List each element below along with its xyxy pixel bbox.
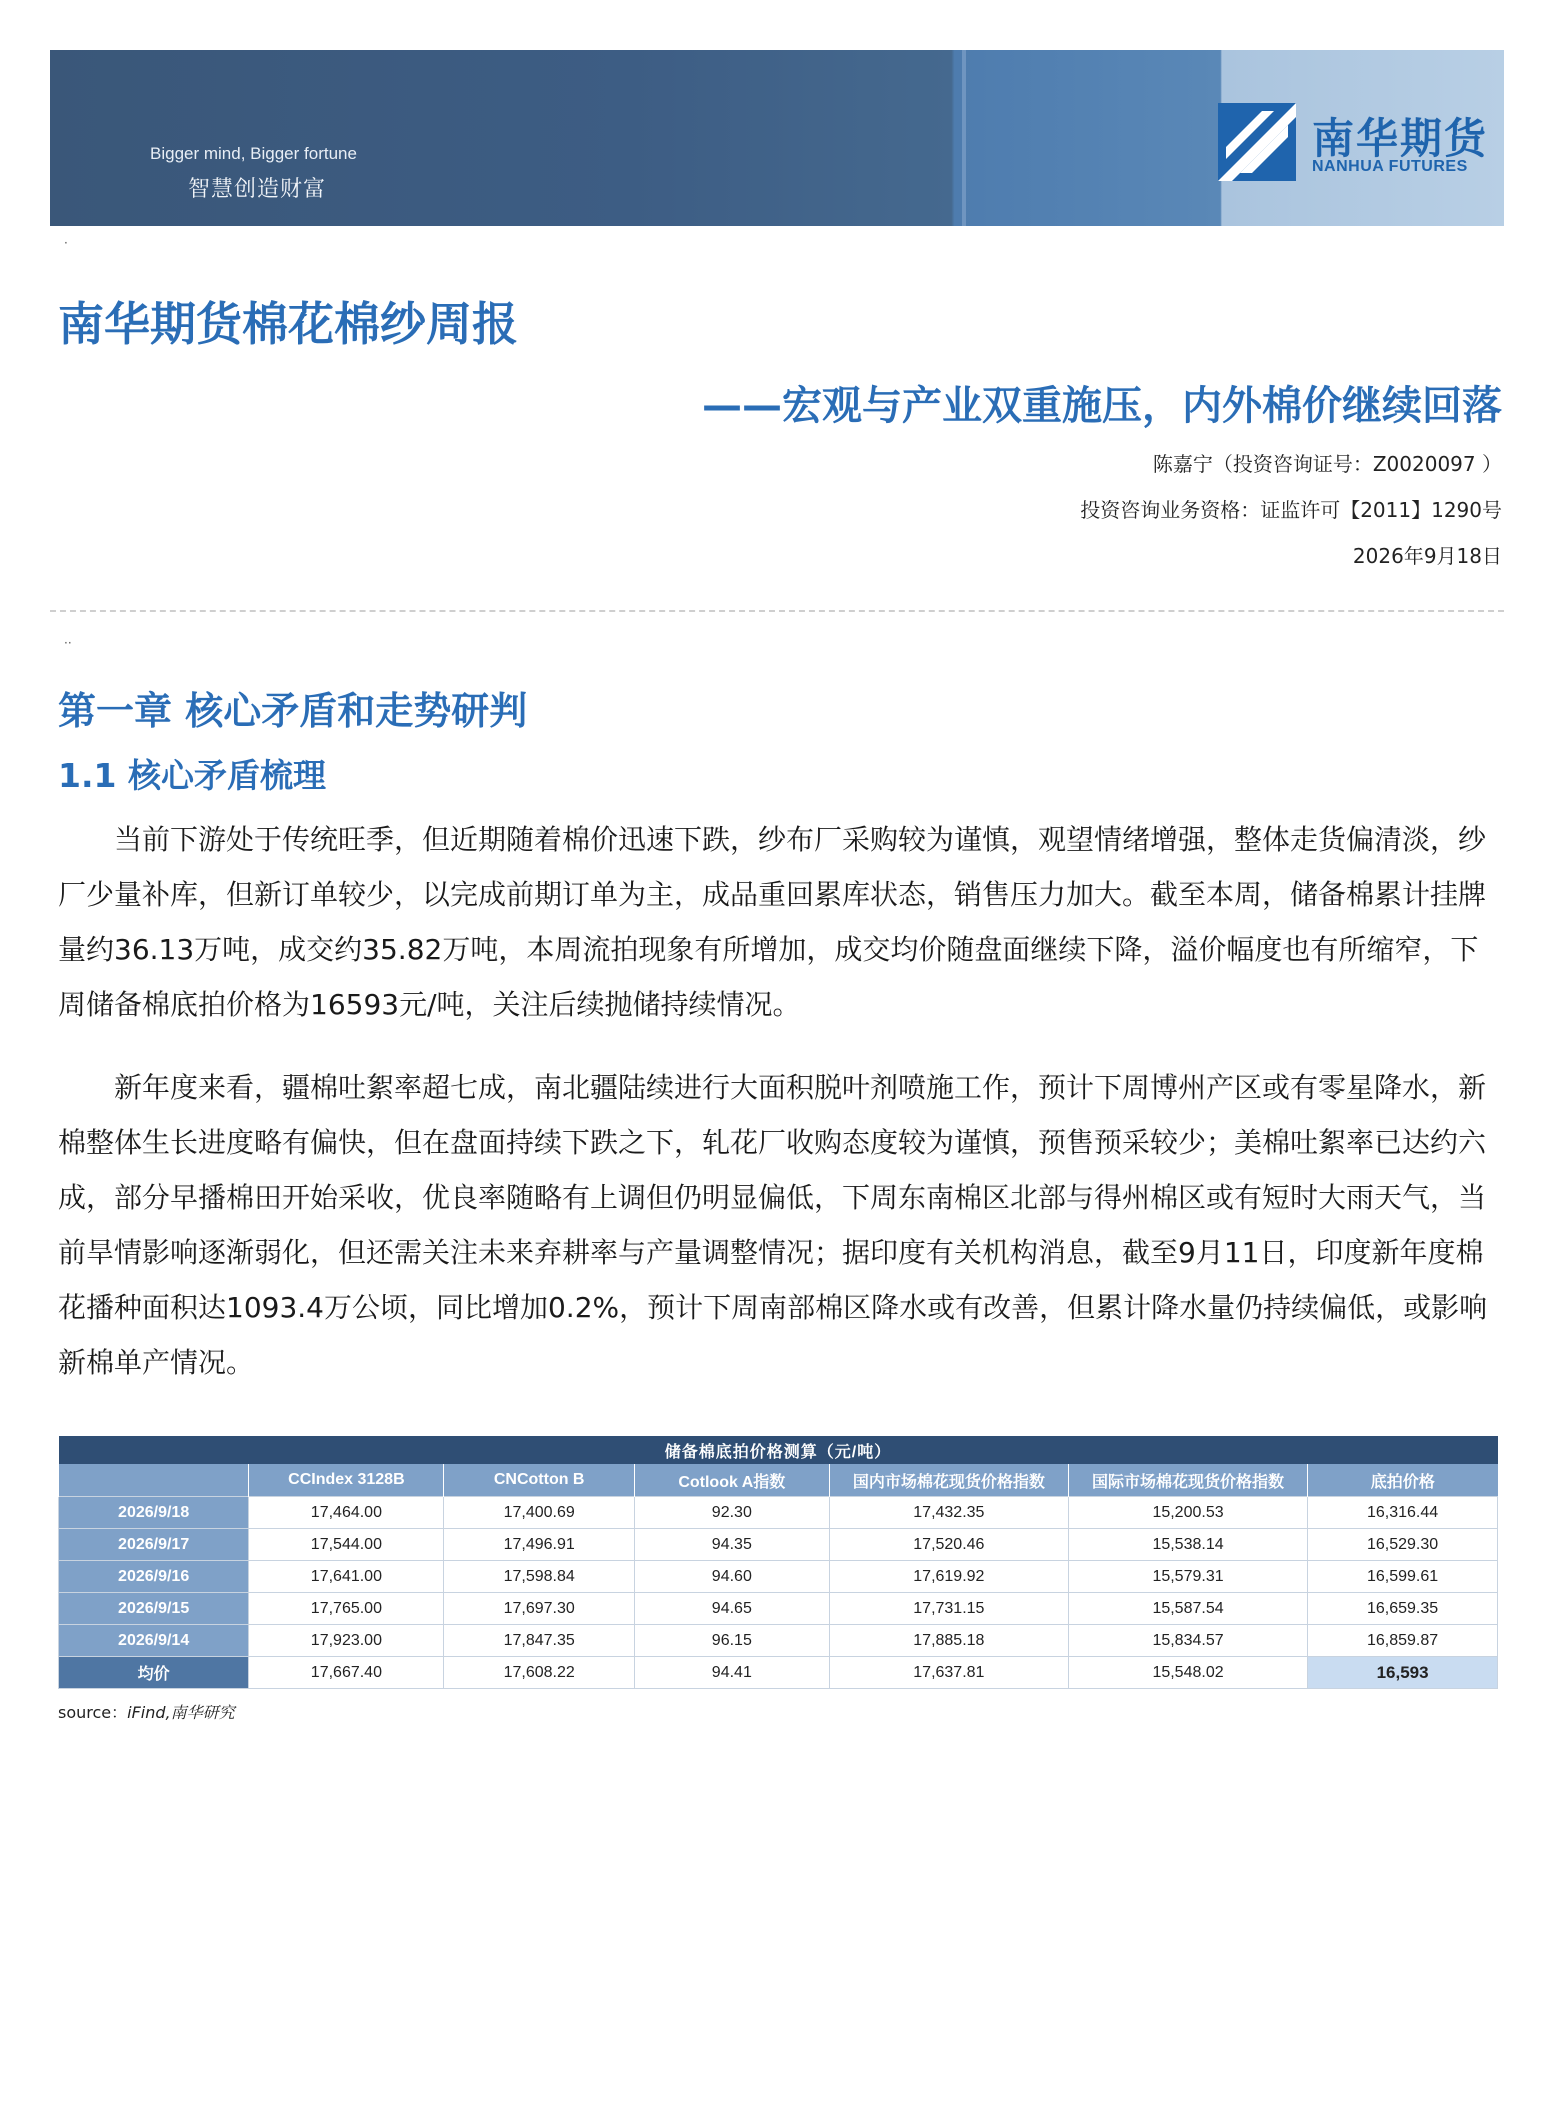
table-cell: 17,731.15 [829,1593,1068,1625]
table-cell: 17,885.18 [829,1625,1068,1657]
table-header-cell: CCIndex 3128B [249,1464,444,1497]
section-heading: 1.1 核心矛盾梳理 [58,756,326,795]
table-cell: 15,834.57 [1068,1625,1307,1657]
table-cell: 17,520.46 [829,1529,1068,1561]
date-cell: 2026/9/14 [59,1625,249,1657]
table-cell: 17,667.40 [249,1657,444,1689]
reserve-price-result-cell: 16,593 [1308,1657,1498,1689]
date-cell: 2026/9/16 [59,1561,249,1593]
table-cell: 16,659.35 [1308,1593,1498,1625]
marker-dot: · [64,236,68,250]
table-cell: 16,529.30 [1308,1529,1498,1561]
report-date: 2026年9月18日 [1352,544,1502,568]
table-row [59,1529,1498,1561]
table-cell: 17,598.84 [444,1561,634,1593]
table-cell: 16,599.61 [1308,1561,1498,1593]
table-cell: 17,641.00 [249,1561,444,1593]
table-cell: 15,587.54 [1068,1593,1307,1625]
brand-name-cn: 南华期货 [1312,114,1489,163]
table-cell: 17,847.35 [444,1625,634,1657]
table-cell: 94.35 [634,1529,829,1561]
author-line: 陈嘉宁（投资咨询证号：Z0020097 ） [1152,452,1502,476]
table-cell: 17,619.92 [829,1561,1068,1593]
report-subtitle: ——宏观与产业双重施压，内外棉价继续回落 [702,383,1502,429]
table-cell: 15,538.14 [1068,1529,1307,1561]
table-header-row [59,1464,1498,1497]
slogan-cn: 智慧创造财富 [188,177,327,202]
table-cell: 17,496.91 [444,1529,634,1561]
table-header-cell: Cotlook A指数 [634,1464,829,1497]
table-header-cell: 国内市场棉花现货价格指数 [829,1464,1068,1497]
table-cell: 17,637.81 [829,1657,1068,1689]
brand-name-en: NANHUA FUTURES [1312,158,1468,175]
table-cell: 94.60 [634,1561,829,1593]
table-row [59,1593,1498,1625]
source-value: iFind,南华研究 [127,1703,235,1722]
marker-dots: ·· [64,636,72,650]
table-header-cell: 国际市场棉花现货价格指数 [1068,1464,1307,1497]
table-cell: 17,765.00 [249,1593,444,1625]
table-cell: 15,548.02 [1068,1657,1307,1689]
slogan-en: Bigger mind, Bigger fortune [150,144,357,163]
table-header-cell: CNCotton B [444,1464,634,1497]
table-cell: 17,544.00 [249,1529,444,1561]
table-caption: 储备棉底拍价格测算（元/吨） [59,1436,1498,1464]
table-cell: 16,859.87 [1308,1625,1498,1657]
license-line: 投资咨询业务资格：证监许可【2011】1290号 [1080,498,1502,522]
date-cell: 2026/9/15 [59,1593,249,1625]
paragraph-1: 当前下游处于传统旺季，但近期随着棉价迅速下跌，纱布厂采购较为谨慎，观望情绪增强，整体走货偏清淡，纱厂少量补库，但新订单较少，以完成前期订单为主，成品重回累库状态，销售压力加大。截至本周，储备棉累计挂牌量约36.13万吨，成交约35.82万吨，本周流拍现象有所增加，成交均价随盘面继续下降，溢价幅度也有所缩窄，下周储备棉底拍价格为16593元/吨，关注后续抛储持续情况。 [58,823,1487,1021]
table-cell: 96.15 [634,1625,829,1657]
table-cell: 17,400.69 [444,1497,634,1529]
average-row [59,1657,1498,1689]
date-cell: 2026/9/18 [59,1497,249,1529]
table-cell: 92.30 [634,1497,829,1529]
table-header-cell [59,1464,249,1497]
nanhua-logo-icon [1218,103,1296,181]
reserve-cotton-price-table [58,1436,1498,1689]
table-cell: 17,608.22 [444,1657,634,1689]
report-title: 南华期货棉花棉纱周报 [58,297,518,351]
source-note [58,1700,235,1723]
header-banner [50,50,1504,226]
table-cell: 16,316.44 [1308,1497,1498,1529]
table-cell: 17,923.00 [249,1625,444,1657]
banner-divider [962,50,966,226]
table-cell: 94.65 [634,1593,829,1625]
table-cell: 17,697.30 [444,1593,634,1625]
section-divider [50,610,1504,612]
paragraph-2: 新年度来看，疆棉吐絮率超七成，南北疆陆续进行大面积脱叶剂喷施工作，预计下周博州产区或有零星降水，新棉整体生长进度略有偏快，但在盘面持续下跌之下，轧花厂收购态度较为谨慎，预售预采较少；美棉吐絮率已达约六成，部分早播棉田开始采收，优良率随略有上调但仍明显偏低，下周东南棉区北部与得州棉区或有短时大雨天气，当前旱情影响逐渐弱化，但还需关注未来弃耕率与产量调整情况；据印度有关机构消息，截至9月11日，印度新年度棉花播种面积达1093.4万公顷，同比增加0.2%，预计下周南部棉区降水或有改善，但累计降水量仍持续偏低，或影响新棉单产情况。 [58,1071,1488,1379]
date-cell: 2026/9/17 [59,1529,249,1561]
table-cell: 94.41 [634,1657,829,1689]
table-header-cell: 底拍价格 [1308,1464,1498,1497]
chapter-heading: 第一章 核心矛盾和走势研判 [58,689,528,733]
table-cell: 17,432.35 [829,1497,1068,1529]
table-row [59,1625,1498,1657]
table-cell: 17,464.00 [249,1497,444,1529]
source-label: source： [58,1703,128,1722]
average-label-cell: 均价 [59,1657,249,1689]
table-cell: 15,579.31 [1068,1561,1307,1593]
table-row [59,1561,1498,1593]
table-row [59,1497,1498,1529]
table-cell: 15,200.53 [1068,1497,1307,1529]
